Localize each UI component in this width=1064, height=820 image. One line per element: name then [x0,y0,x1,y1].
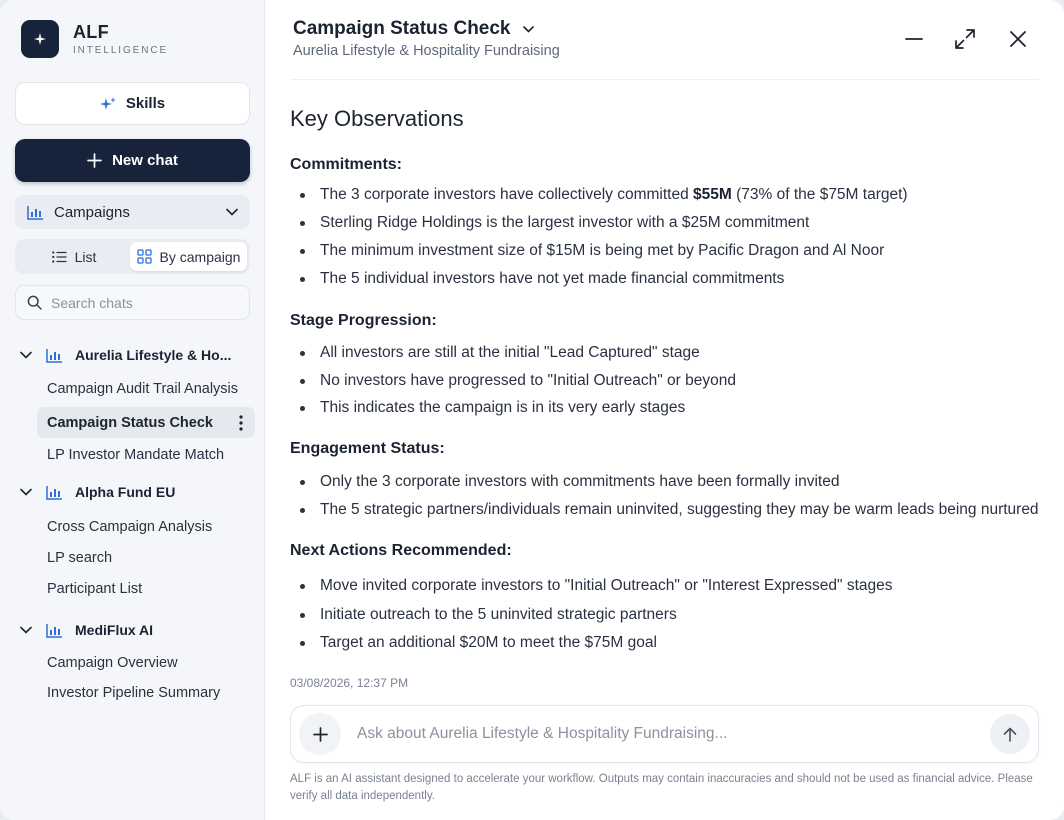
list-item: Initiate outreach to the 5 uninvited strategic partners [300,606,677,624]
send-button[interactable] [990,714,1030,754]
search-chats-input[interactable] [51,295,231,311]
new-chat-label: New chat [112,152,178,169]
list-item: Only the 3 corporate investors with commitments have been formally invited [300,473,839,491]
campaign-select-value: Campaigns [54,203,130,221]
arrow-up-icon [1003,727,1017,742]
view-by-campaign-label: By campaign [159,248,241,265]
bar-chart-icon [27,205,44,220]
section-title: Next Actions Recommended: [290,542,512,559]
bar-chart-icon [46,623,63,638]
search-icon [27,295,42,310]
campaign-group-alpha-fund-eu[interactable] [20,481,175,503]
chevron-down-icon [20,626,32,634]
new-chat-button[interactable] [15,139,250,182]
chevron-down-icon [20,488,32,496]
list-item: This indicates the campaign is in its very early stages [300,399,685,417]
disclaimer-text: ALF is an AI assistant designed to accelerate your workflow. Outputs may contain inaccuracies and should not be used as financial advice. Please verify all data independently. [290,773,1033,802]
chevron-down-icon [20,351,32,359]
section-title: Engagement Status: [290,440,445,457]
minimize-icon [905,37,923,41]
chat-item-lp-search[interactable]: LP search [47,550,113,566]
list-item: The minimum investment size of $15M is being met by Pacific Dragon and Al Noor [300,242,884,260]
page-subtitle: Aurelia Lifestyle & Hospitality Fundraising [293,43,560,59]
chat-item-participant-list[interactable]: Participant List [47,581,143,597]
sparkle-icon [100,96,116,112]
view-by-campaign-option[interactable] [130,242,247,271]
search-chats-box [15,285,250,320]
bullet-text: The 3 corporate investors have collectively committed $55M (73% of the $75M target) [320,186,908,203]
chat-item-cross-campaign-analysis[interactable]: Cross Campaign Analysis [47,519,213,535]
message-composer [290,705,1039,763]
more-vertical-icon[interactable] [239,415,243,431]
campaign-group-mediflux-ai[interactable] [20,619,153,641]
brand-name: ALF [73,22,109,42]
chat-item-investor-pipeline-summary[interactable]: Investor Pipeline Summary [47,685,221,701]
chevron-down-icon [523,26,534,33]
brand-subtitle: INTELLIGENCE [73,45,169,56]
message-heading: Key Observations [290,106,464,131]
list-item [300,186,908,204]
minimize-button[interactable] [901,26,927,52]
section-title: Commitments: [290,156,403,173]
list-item: All investors are still at the initial "Lead Captured" stage [300,344,700,362]
view-list-option[interactable] [18,242,130,271]
view-toggle [15,239,250,274]
attach-button[interactable] [299,713,341,755]
header-divider [291,79,1039,80]
message-timestamp: 03/08/2026, 12:37 PM [290,676,409,690]
sparkle-icon [33,32,47,46]
chat-item-label: Campaign Status Check [47,414,213,431]
list-item: Move invited corporate investors to "Initial Outreach" or "Interest Expressed" stages [300,577,893,595]
chat-item-lp-investor-mandate[interactable]: LP Investor Mandate Match [47,447,225,463]
plus-icon [313,727,328,742]
view-list-label: List [74,248,97,265]
list-item: Target an additional $20M to meet the $75M goal [300,634,657,652]
close-button[interactable] [1005,26,1031,52]
grid-icon [137,249,152,264]
campaign-group-label: Alpha Fund EU [75,484,176,500]
section-title: Stage Progression: [290,312,437,329]
page-title: Campaign Status Check [293,18,511,39]
chat-panel [265,0,1064,820]
brand-logo [21,20,59,58]
bar-chart-icon [46,348,63,363]
bar-chart-icon [46,485,63,500]
chat-title-dropdown[interactable] [293,18,534,40]
list-item: The 5 strategic partners/individuals remain uninvited, suggesting they may be warm leads being nurtured [300,501,1039,519]
plus-icon [87,153,102,168]
campaign-group-label: MediFlux AI [75,622,154,638]
expand-icon [954,28,976,50]
list-item: No investors have progressed to "Initial Outreach" or beyond [300,372,736,390]
list-item: The 5 individual investors have not yet made financial commitments [300,270,784,288]
chevron-down-icon [226,208,238,216]
close-icon [1009,30,1027,48]
campaign-filter-select[interactable] [15,195,250,229]
brand [21,20,168,58]
chat-item-campaign-status-check[interactable] [37,407,255,438]
message-input[interactable] [357,725,990,743]
list-icon [52,251,67,263]
expand-button[interactable] [952,26,978,52]
skills-button[interactable] [15,82,250,125]
sidebar [0,0,265,820]
chat-item-campaign-audit-trail[interactable]: Campaign Audit Trail Analysis [47,381,239,397]
campaign-group-label: Aurelia Lifestyle & Ho... [75,347,232,363]
list-item: Sterling Ridge Holdings is the largest investor with a $25M commitment [300,214,809,232]
skills-label: Skills [125,95,166,112]
campaign-group-aurelia[interactable] [20,344,231,366]
chat-item-campaign-overview[interactable]: Campaign Overview [47,655,178,671]
